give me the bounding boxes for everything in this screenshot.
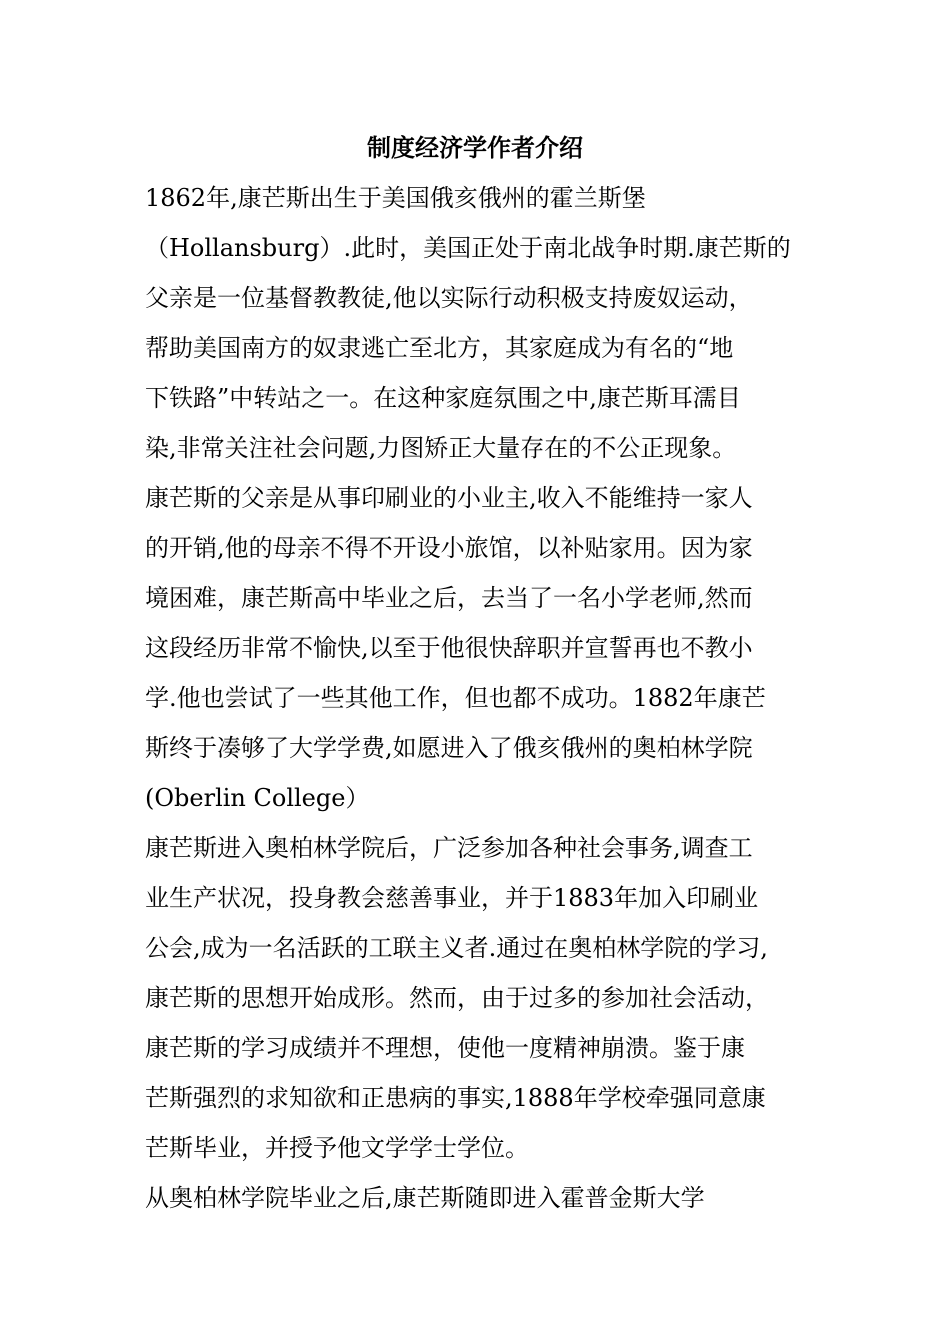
text-line: 从奥柏林学院毕业之后,康芒斯随即进入霍普金斯大学: [145, 1184, 705, 1212]
text-line: 这段经历非常不愉快,以至于他很快辞职并宣誓再也不教小: [145, 634, 753, 662]
text-line: 斯终于凑够了大学学费,如愿进入了俄亥俄州的奥柏林学院: [145, 734, 753, 762]
text-line: 父亲是一位基督教教徒,他以实际行动积极支持废奴运动，: [145, 284, 753, 312]
text-line: 帮助美国南方的奴隶逃亡至北方，其家庭成为有名的“地: [145, 334, 734, 362]
text-line: 业生产状况，投身教会慈善事业，并于1883年加入印刷业: [145, 884, 759, 912]
text-line: (Oberlin College）: [145, 784, 370, 812]
text-line: 染,非常关注社会问题,力图矫正大量存在的不公正现象。: [145, 434, 737, 462]
text-line: 芒斯毕业，并授予他文学学士学位。: [145, 1134, 529, 1162]
text-line: 境困难，康芒斯高中毕业之后，去当了一名小学老师,然而: [145, 584, 753, 612]
text-line: 下铁路”中转站之一。在这种家庭氛围之中,康芒斯耳濡目: [145, 384, 741, 412]
document-title: 制度经济学作者介绍: [367, 133, 583, 162]
text-line: 康芒斯的思想开始成形。然而，由于过多的参加社会活动，: [145, 984, 769, 1012]
text-line: （Hollansburg）.此时，美国正处于南北战争时期.康芒斯的: [145, 234, 791, 262]
text-line: 康芒斯的学习成绩并不理想，使他一度精神崩溃。鉴于康: [145, 1034, 745, 1062]
text-line: 学.他也尝试了一些其他工作，但也都不成功。1882年康芒: [145, 684, 766, 712]
text-line: 1862年,康芒斯出生于美国俄亥俄州的霍兰斯堡: [145, 184, 646, 212]
text-line: 公会,成为一名活跃的工联主义者.通过在奥柏林学院的学习,: [145, 934, 768, 962]
text-line: 康芒斯的父亲是从事印刷业的小业主,收入不能维持一家人: [145, 484, 753, 512]
text-line: 的开销,他的母亲不得不开设小旅馆，以补贴家用。因为家: [145, 534, 753, 562]
text-line: 康芒斯进入奥柏林学院后，广泛参加各种社会事务,调查工: [145, 834, 753, 862]
text-line: 芒斯强烈的求知欲和正患病的事实,1888年学校牵强同意康: [145, 1084, 766, 1112]
